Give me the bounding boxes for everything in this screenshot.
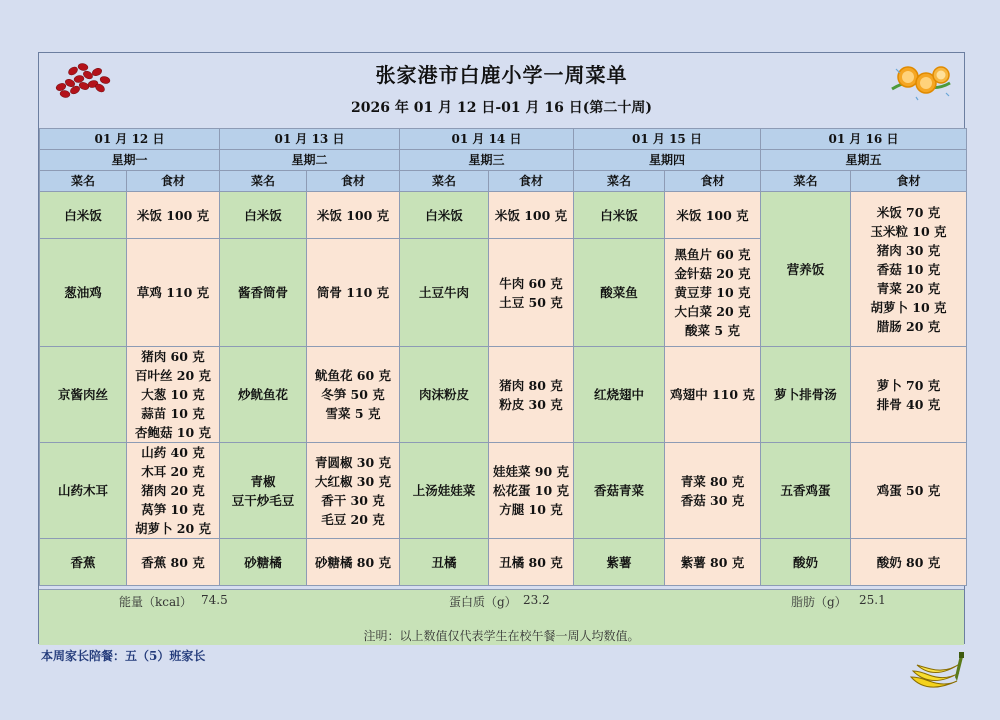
text-line: 土豆 50 克 — [499, 294, 563, 310]
text-line: 猪肉 30 克 — [876, 242, 941, 258]
parent-meal-note: 本周家长陪餐：五（5）班家长 — [41, 649, 206, 663]
energy-value: 74.5 — [201, 593, 228, 607]
text-line: 米饭 70 克 — [876, 204, 941, 220]
date-row — [40, 129, 967, 150]
text-line: 鸡翅中 110 克 — [670, 387, 755, 402]
text-line: 黄豆芽 10 克 — [674, 285, 751, 300]
dish-col-label: 菜名 — [761, 171, 851, 192]
text-line: 黑鱼片 60 克 — [674, 247, 751, 262]
dish-ingredients — [665, 347, 761, 443]
dish-col-label: 菜名 — [40, 171, 127, 192]
text-line: 玉米粒 10 克 — [870, 223, 947, 239]
dish-ingredients — [665, 443, 761, 539]
dish-col-label: 菜名 — [574, 171, 665, 192]
dish-ingredients — [665, 239, 761, 347]
weekly-menu-table — [39, 128, 967, 586]
dish-name: 山药木耳 — [40, 443, 127, 539]
text-line: 方腿 10 克 — [499, 502, 563, 517]
text-line: 青椒 — [250, 473, 276, 489]
text-line: 酸奶 80 克 — [876, 554, 941, 570]
text-line: 蒜苗 10 克 — [141, 406, 205, 421]
dish-name: 上汤娃娃菜 — [400, 443, 489, 539]
dish-ingredients — [307, 239, 400, 347]
text-line: 腊肠 20 克 — [876, 318, 941, 334]
ingredient-col-label: 食材 — [127, 171, 220, 192]
energy-label: 能量（kcal） — [119, 595, 192, 609]
dish-ingredients — [489, 347, 574, 443]
dish-ingredients — [851, 539, 967, 586]
text-line: 百叶丝 20 克 — [134, 368, 212, 383]
dish-ingredients — [489, 539, 574, 586]
dish-col-label: 菜名 — [220, 171, 307, 192]
text-line: 大白菜 20 克 — [674, 304, 751, 319]
ingredient-col-label: 食材 — [489, 171, 574, 192]
dish-ingredients — [307, 347, 400, 443]
text-line: 米饭 100 克 — [676, 207, 749, 223]
dish-ingredients — [665, 539, 761, 586]
dish-name: 砂糖橘 — [220, 539, 307, 586]
dish-name: 京酱肉丝 — [40, 347, 127, 443]
text-line: 萝卜 70 克 — [876, 377, 941, 393]
dish-name: 酸菜鱼 — [574, 239, 665, 347]
dish-ingredients — [489, 192, 574, 239]
text-line: 娃娃菜 90 克 — [492, 464, 570, 479]
dish-name: 酱香筒骨 — [220, 239, 307, 347]
dish-name: 肉沫粉皮 — [400, 347, 489, 443]
protein-label: 蛋白质（g） — [449, 595, 517, 609]
text-line: 大红椒 30 克 — [314, 473, 392, 489]
text-line: 砂糖橘 80 克 — [314, 554, 392, 570]
dish-name: 酸奶 — [761, 539, 851, 586]
text-line: 猪肉 20 克 — [141, 483, 205, 498]
dish-name: 炒鱿鱼花 — [220, 347, 307, 443]
dish-name: 红烧翅中 — [574, 347, 665, 443]
weekday-row — [40, 150, 967, 171]
text-line: 青菜 80 克 — [680, 473, 745, 489]
text-line: 鸡蛋 50 克 — [876, 483, 941, 498]
day-date: 01 月 15 日 — [574, 129, 761, 150]
text-line: 香菇 30 克 — [680, 492, 745, 508]
dish-col-label: 菜名 — [400, 171, 489, 192]
dish-name: 萝卜排骨汤 — [761, 347, 851, 443]
text-line: 猪肉 60 克 — [141, 349, 205, 364]
dish-name: 香蕉 — [40, 539, 127, 586]
page-title: 张家港市白鹿小学一周菜单 — [375, 63, 628, 87]
ingredient-col-label: 食材 — [851, 171, 967, 192]
menu-row — [40, 347, 967, 443]
dish-name: 白米饭 — [574, 192, 665, 239]
text-line: 牛肉 60 克 — [499, 275, 563, 291]
menu-row — [40, 539, 967, 586]
text-line: 筒骨 110 克 — [316, 285, 390, 300]
dish-name: 丑橘 — [400, 539, 489, 586]
ingredient-col-label: 食材 — [665, 171, 761, 192]
text-line: 鱿鱼花 60 克 — [314, 368, 392, 383]
text-line: 香蕉 80 克 — [141, 554, 205, 570]
dish-name — [220, 443, 307, 539]
day-date: 01 月 13 日 — [220, 129, 400, 150]
text-line: 酸菜 5 克 — [685, 323, 740, 338]
dish-name: 白米饭 — [400, 192, 489, 239]
text-line: 毛豆 20 克 — [321, 511, 385, 527]
dish-ingredients — [307, 192, 400, 239]
dish-ingredients — [489, 443, 574, 539]
nutrition-summary — [39, 589, 964, 645]
fat-value: 25.1 — [859, 593, 886, 607]
text-line: 山药 40 克 — [141, 445, 205, 460]
dish-ingredients — [127, 192, 220, 239]
dish-ingredients — [851, 443, 967, 539]
dish-ingredients — [665, 192, 761, 239]
dish-ingredients — [851, 192, 967, 347]
text-line: 木耳 20 克 — [141, 464, 205, 479]
date-range: 2026 年 01 月 12 日-01 月 16 日(第二十周) — [351, 100, 652, 116]
text-line: 冬笋 50 克 — [321, 387, 385, 402]
text-line: 草鸡 110 克 — [136, 285, 210, 300]
dish-ingredients — [851, 347, 967, 443]
text-line: 排骨 40 克 — [876, 396, 941, 412]
day-weekday: 星期一 — [40, 150, 220, 171]
text-line: 米饭 100 克 — [316, 207, 390, 223]
protein-value: 23.2 — [523, 593, 550, 607]
day-weekday: 星期三 — [400, 150, 574, 171]
text-line: 胡萝卜 20 克 — [134, 521, 212, 536]
text-line: 青菜 20 克 — [876, 280, 941, 296]
banana-icon — [905, 647, 967, 697]
text-line: 雪菜 5 克 — [325, 406, 381, 421]
text-line: 香干 30 克 — [321, 492, 385, 508]
text-line: 香菇 10 克 — [876, 261, 941, 277]
text-line: 莴笋 10 克 — [141, 502, 205, 517]
dish-ingredients — [127, 539, 220, 586]
menu-sheet — [38, 52, 965, 644]
dish-name: 香菇青菜 — [574, 443, 665, 539]
ingredient-col-label: 食材 — [307, 171, 400, 192]
dish-name: 白米饭 — [40, 192, 127, 239]
text-line: 金针菇 20 克 — [674, 266, 751, 281]
dish-name: 土豆牛肉 — [400, 239, 489, 347]
dish-ingredients — [127, 443, 220, 539]
summary-note: 注明：以上数值仅代表学生在校午餐一周人均数值。 — [363, 629, 640, 643]
dish-name: 紫薯 — [574, 539, 665, 586]
text-line: 青圆椒 30 克 — [314, 454, 392, 470]
dish-ingredients — [127, 239, 220, 347]
text-line: 杏鲍菇 10 克 — [134, 425, 212, 440]
text-line: 米饭 100 克 — [136, 207, 210, 223]
dish-name: 白米饭 — [220, 192, 307, 239]
menu-row — [40, 192, 967, 239]
dish-ingredients — [489, 239, 574, 347]
text-line: 丑橘 80 克 — [499, 554, 563, 570]
day-date: 01 月 16 日 — [761, 129, 967, 150]
text-line: 松花蛋 10 克 — [492, 483, 570, 498]
column-label-row — [40, 171, 967, 192]
day-weekday: 星期二 — [220, 150, 400, 171]
dish-ingredients — [307, 539, 400, 586]
fat-label: 脂肪（g） — [791, 595, 847, 609]
text-line: 大葱 10 克 — [141, 387, 205, 402]
text-line: 紫薯 80 克 — [680, 554, 745, 570]
text-line: 米饭 100 克 — [494, 207, 568, 223]
text-line: 猪肉 80 克 — [499, 377, 563, 393]
dish-name: 五香鸡蛋 — [761, 443, 851, 539]
dish-ingredients — [307, 443, 400, 539]
text-line: 豆干炒毛豆 — [231, 492, 295, 508]
day-weekday: 星期四 — [574, 150, 761, 171]
day-date: 01 月 14 日 — [400, 129, 574, 150]
day-weekday: 星期五 — [761, 150, 967, 171]
menu-header — [39, 53, 964, 129]
text-line: 粉皮 30 克 — [499, 396, 563, 412]
orange-slices-icon — [888, 59, 954, 103]
dish-name: 葱油鸡 — [40, 239, 127, 347]
day-date: 01 月 12 日 — [40, 129, 220, 150]
dish-ingredients — [127, 347, 220, 443]
dish-name: 营养饭 — [761, 192, 851, 347]
text-line: 胡萝卜 10 克 — [870, 299, 947, 315]
menu-row — [40, 443, 967, 539]
